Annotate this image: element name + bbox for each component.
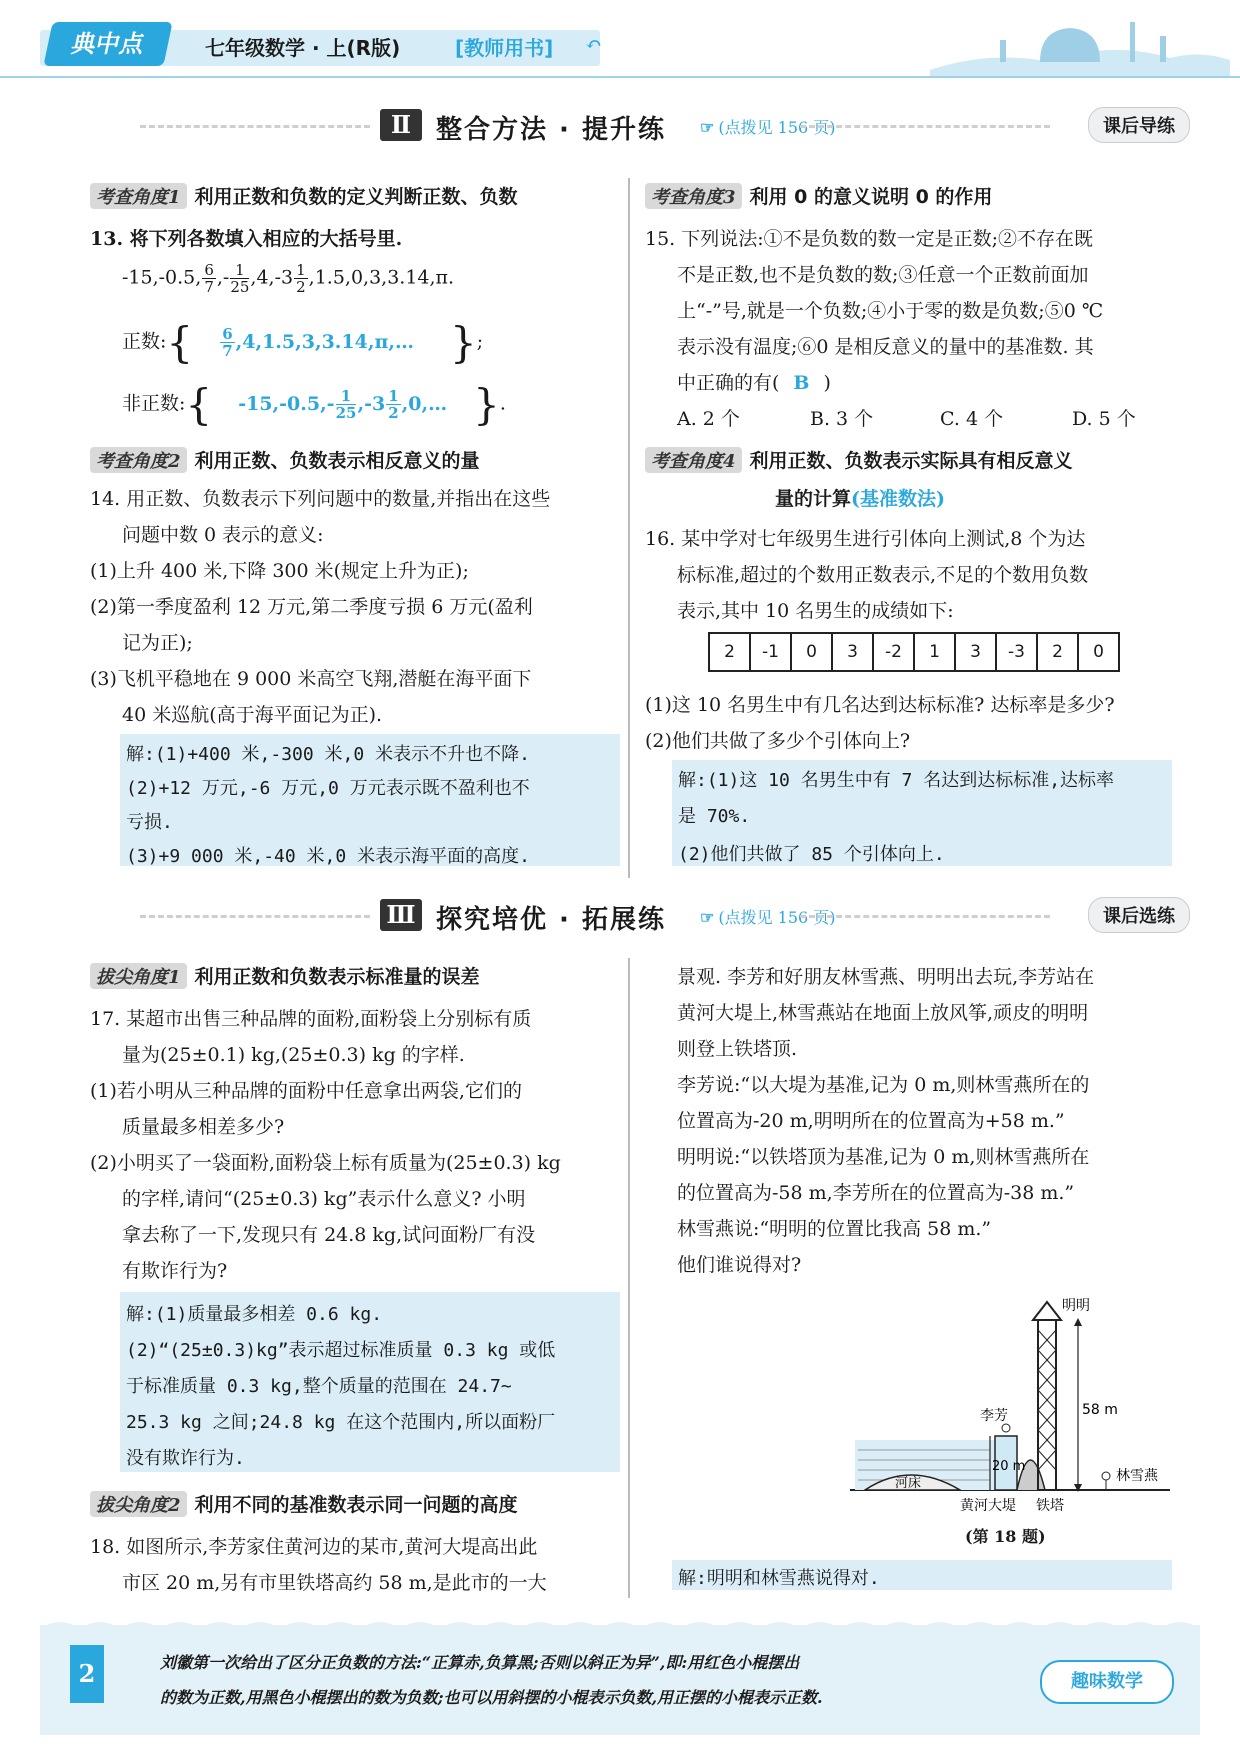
score-cell: 3 bbox=[955, 633, 996, 671]
q13-nums-b: ,- bbox=[216, 266, 230, 289]
q15-answer: B bbox=[793, 372, 810, 394]
q13-positive-set: 正数:{ $\frac{6}{7}$ ,4,1.5,3,3.14,π,… }; bbox=[122, 318, 484, 367]
angle-heading bbox=[90, 962, 480, 989]
section-title: 整合方法 · 提升练 bbox=[436, 115, 666, 145]
q15-line: 不是正数,也不是负数的数;③任意一个正数前面加 bbox=[677, 264, 1089, 286]
q17-answer-line: 25.3 kg 之间;24.8 kg 在这个范围内,所以面粉厂 bbox=[126, 1412, 556, 1433]
label-tower: 铁塔 bbox=[1036, 1498, 1064, 1514]
score-cell: 1 bbox=[914, 633, 955, 671]
footer-note-line: 刘徽第一次给出了区分正负数的方法:“正算赤,负算黑;否则以斜正为异”,即:用红色小棍摆出 bbox=[160, 1653, 800, 1672]
score-table bbox=[708, 632, 1120, 672]
q13-stem: 13. 将下列各数填入相应的大括号里. bbox=[90, 228, 403, 250]
positive-label: 正数: bbox=[122, 330, 167, 353]
q18-line: 的位置高为-58 m,李芳所在的位置高为-38 m.” bbox=[677, 1182, 1075, 1204]
hint-reference-text: (点拨见 156 页) bbox=[718, 118, 836, 137]
q15-line: 表示没有温度;⑥0 是相反意义的量中的基准数. 其 bbox=[677, 336, 1094, 358]
q15-option-a: A. 2 个 bbox=[677, 408, 740, 430]
q18-line: 市区 20 m,另有市里铁塔高约 58 m,是此市的一大 bbox=[122, 1572, 547, 1594]
q13-nums-a: -15,-0.5, bbox=[122, 266, 202, 289]
q17-line: 量为(25±0.1) kg,(25±0.3) kg 的字样. bbox=[122, 1044, 465, 1066]
q14-answer-line: 亏损. bbox=[126, 812, 173, 833]
q18-line: 黄河大堤上,林雪燕站在地面上放风筝,顽皮的明明 bbox=[677, 1002, 1089, 1024]
angle-heading bbox=[645, 182, 992, 209]
return-arrow-icon: ↶ bbox=[585, 32, 602, 56]
q16-line: 16. 某中学对七年级男生进行引体向上测试,8 个为达 bbox=[645, 528, 1086, 550]
skyline-icon bbox=[930, 0, 1230, 78]
score-cell: 2 bbox=[1037, 633, 1078, 671]
figure-caption: (第 18 题) bbox=[965, 1527, 1046, 1546]
banner-dash-left bbox=[140, 915, 370, 918]
q17-line: 拿去称了一下,发现只有 24.8 kg,试问面粉厂有没 bbox=[122, 1224, 536, 1246]
score-cell: 3 bbox=[832, 633, 873, 671]
nonpositive-end: . bbox=[499, 392, 506, 415]
q13-nonpositive-set: 非正数:{ -15,-0.5,- $\frac{1}{25}$ ,-3 $\frac{1}{2}$ ,0,… }. bbox=[122, 380, 506, 429]
angle-tag: 考查角度1 bbox=[90, 183, 187, 209]
footer-note-line: 的数为正数,用黑色小棍摆出的数为负数;也可以用斜摆的小棍表示负数,用正摆的小棍表示正数. bbox=[160, 1688, 823, 1707]
brand-logo: 典中点 bbox=[43, 22, 172, 66]
q14-line: 40 米巡航(高于海平面记为正). bbox=[122, 704, 383, 726]
q17-answer-line: 于标准质量 0.3 kg,整个质量的范围在 24.7~ bbox=[126, 1376, 512, 1397]
q15-line: 上“-”号,就是一个负数;④小于零的数是负数;⑤0 ℃ bbox=[677, 300, 1104, 322]
q17-line: 17. 某超市出售三种品牌的面粉,面粉袋上分别标有质 bbox=[90, 1008, 532, 1030]
q17-line: 有欺诈行为? bbox=[122, 1260, 228, 1282]
q17-answer-line: 解:(1)质量最多相差 0.6 kg. bbox=[126, 1304, 383, 1325]
q16-line: (2)他们共做了多少个引体向上? bbox=[645, 730, 911, 752]
angle-tag: 考查角度4 bbox=[645, 447, 742, 473]
q13-nums-c: ,4,-3 bbox=[250, 266, 294, 289]
header-rule bbox=[0, 76, 1240, 78]
q17-answer-line: (2)“(25±0.3)kg”表示超过标准质量 0.3 kg 或低 bbox=[126, 1340, 556, 1361]
label-lifang: 李芳 bbox=[980, 1408, 1008, 1424]
q13-numbers bbox=[122, 262, 454, 295]
angle-title: 利用正数和负数表示标准量的误差 bbox=[194, 966, 480, 988]
q14-answer-line: 解:(1)+400 米,-300 米,0 米表示不升也不降. bbox=[126, 744, 530, 765]
score-cell: -2 bbox=[873, 633, 914, 671]
label-20m: 20 m bbox=[992, 1459, 1026, 1474]
q14-line: 问题中数 0 表示的意义: bbox=[122, 524, 324, 546]
q14-line: (3)飞机平稳地在 9 000 米高空飞翔,潜艇在海平面下 bbox=[90, 668, 532, 690]
angle-tag: 考查角度2 bbox=[90, 447, 187, 473]
angle-title: 利用正数、负数表示相反意义的量 bbox=[194, 450, 480, 472]
pointing-hand-icon: ☞ bbox=[700, 118, 715, 137]
page-header bbox=[0, 0, 1240, 82]
q14-line: (2)第一季度盈利 12 万元,第二季度亏损 6 万元(盈利 bbox=[90, 596, 533, 618]
q16-line: (1)这 10 名男生中有几名达到达标标准? 达标率是多少? bbox=[645, 694, 1115, 716]
angle-heading bbox=[90, 1490, 518, 1517]
score-cell: 0 bbox=[1078, 633, 1119, 671]
section-title: 探究培优 · 拓展练 bbox=[436, 905, 666, 935]
q14-line: 记为正); bbox=[122, 632, 193, 654]
q15-line: 15. 下列说法:①不是负数的数一定是正数;②不存在既 bbox=[645, 228, 1094, 250]
page-number: 2 bbox=[70, 1645, 104, 1703]
label-dike: 黄河大堤 bbox=[960, 1498, 1016, 1514]
book-title: 七年级数学 · 上(R版) bbox=[205, 36, 401, 60]
score-cell: 2 bbox=[709, 633, 750, 671]
column-divider bbox=[628, 178, 630, 878]
q13-frac-3: $\frac{1}{2}$ bbox=[296, 261, 306, 296]
banner-dash-right bbox=[800, 125, 1050, 128]
section-number: Ⅱ bbox=[380, 109, 422, 141]
q16-answer-line: 解:(1)这 10 名男生中有 7 名达到达标标准,达标率 bbox=[678, 770, 1115, 791]
positive-end: ; bbox=[476, 330, 484, 353]
q15-option-c: C. 4 个 bbox=[940, 408, 1004, 430]
angle-heading bbox=[645, 446, 1073, 473]
q14-answer-line: (2)+12 万元,-6 万元,0 万元表示既不盈利也不 bbox=[126, 778, 530, 799]
section-banner-2 bbox=[140, 105, 1190, 147]
q13-frac-1: $\frac{6}{7}$ bbox=[204, 261, 214, 296]
q13-nums-d: ,1.5,0,3,3.14,π. bbox=[308, 266, 455, 289]
angle-title: 利用正数和负数的定义判断正数、负数 bbox=[194, 186, 518, 208]
q15-close: ) bbox=[823, 372, 831, 394]
angle-heading bbox=[90, 446, 480, 473]
label-linxueyan: 林雪燕 bbox=[1116, 1468, 1158, 1484]
label-riverbed: 河床 bbox=[895, 1476, 922, 1491]
angle-heading bbox=[90, 182, 518, 209]
label-mingming: 明明 bbox=[1062, 1298, 1090, 1314]
angle-title-cont bbox=[775, 484, 945, 511]
angle-title-line2: 量的计算 bbox=[775, 488, 852, 510]
angle-title: 利用正数、负数表示实际具有相反意义 bbox=[749, 450, 1073, 472]
q17-line: 的字样,请问“(25±0.3) kg”表示什么意义? 小明 bbox=[122, 1188, 526, 1210]
angle-title: 利用不同的基准数表示同一问题的高度 bbox=[194, 1494, 518, 1516]
q17-line: (2)小明买了一袋面粉,面粉袋上标有质量为(25±0.3) kg bbox=[90, 1152, 561, 1174]
q18-line: 明明说:“以铁塔顶为基准,记为 0 m,则林雪燕所在 bbox=[677, 1146, 1090, 1168]
q18-line: 林雪燕说:“明明的位置比我高 58 m.” bbox=[677, 1218, 992, 1240]
q15-prompt: 中正确的有( bbox=[677, 372, 780, 394]
banner-dash-left bbox=[140, 125, 370, 128]
q18-line: 李芳说:“以大堤为基准,记为 0 m,则林雪燕所在的 bbox=[677, 1074, 1090, 1096]
section-chip: 课后导练 bbox=[1088, 107, 1190, 143]
q18-line: 位置高为-20 m,明明所在的位置高为+58 m.” bbox=[677, 1110, 1065, 1132]
positive-answer: $\frac{6}{7}$ ,4,1.5,3,3.14,π,… bbox=[222, 325, 414, 360]
pointing-hand-icon: ☞ bbox=[700, 908, 715, 927]
footer-band bbox=[40, 1625, 1200, 1735]
section-chip: 课后选练 bbox=[1088, 897, 1190, 933]
angle-method: (基准数法) bbox=[851, 488, 945, 510]
q13-frac-2: $\frac{1}{25}$ bbox=[230, 261, 250, 296]
q18-line: 他们谁说得对? bbox=[677, 1254, 802, 1276]
fun-math-logo: 趣味数学 bbox=[1040, 1660, 1174, 1704]
nonpositive-answer: -15,-0.5,- $\frac{1}{25}$ ,-3 $\frac{1}{2}$ ,0,… bbox=[238, 387, 448, 422]
banner-dash-right bbox=[800, 915, 1050, 918]
q17-line: (1)若小明从三种品牌的面粉中任意拿出两袋,它们的 bbox=[90, 1080, 522, 1102]
section-banner-3 bbox=[140, 895, 1190, 937]
q18-answer: 解:明明和林雪燕说得对. bbox=[678, 1568, 880, 1589]
q18-line: 则登上铁塔顶. bbox=[677, 1038, 798, 1060]
q17-answer-line: 没有欺诈行为. bbox=[126, 1448, 245, 1469]
q18-figure bbox=[850, 1290, 1180, 1520]
q16-answer-line: (2)他们共做了 85 个引体向上. bbox=[678, 844, 945, 865]
q18-line: 景观. 李芳和好朋友林雪燕、明明出去玩,李芳站在 bbox=[677, 966, 1095, 988]
angle-tag: 考查角度3 bbox=[645, 183, 742, 209]
hint-reference-text: (点拨见 156 页) bbox=[718, 908, 836, 927]
score-cell: -1 bbox=[750, 633, 791, 671]
q15-option-b: B. 3 个 bbox=[810, 408, 874, 430]
angle-tag: 拔尖角度1 bbox=[90, 963, 187, 989]
q14-line: 14. 用正数、负数表示下列问题中的数量,并指出在这些 bbox=[90, 488, 551, 510]
q14-answer-line: (3)+9 000 米,-40 米,0 米表示海平面的高度. bbox=[126, 846, 530, 867]
q16-answer-line: 是 70%. bbox=[678, 806, 751, 827]
q16-line: 标标准,超过的个数用正数表示,不足的个数用负数 bbox=[677, 564, 1089, 586]
section-number: Ⅲ bbox=[380, 899, 422, 931]
q17-line: 质量最多相差多少? bbox=[122, 1116, 285, 1138]
nonpositive-label: 非正数: bbox=[122, 392, 186, 415]
angle-tag: 拔尖角度2 bbox=[90, 1491, 187, 1517]
q15-option-d: D. 5 个 bbox=[1072, 408, 1136, 430]
score-cell: 0 bbox=[791, 633, 832, 671]
q14-line: (1)上升 400 米,下降 300 米(规定上升为正); bbox=[90, 560, 469, 582]
q18-line: 18. 如图所示,李芳家住黄河边的某市,黄河大堤高出此 bbox=[90, 1536, 538, 1558]
q16-line: 表示,其中 10 名男生的成绩如下: bbox=[677, 600, 954, 622]
label-58m: 58 m bbox=[1082, 1402, 1118, 1418]
q15-line bbox=[677, 368, 831, 395]
column-divider bbox=[628, 958, 630, 1598]
score-cell: -3 bbox=[996, 633, 1037, 671]
angle-title: 利用 0 的意义说明 0 的作用 bbox=[749, 186, 993, 208]
book-edition-tag: [教师用书] bbox=[455, 36, 554, 60]
